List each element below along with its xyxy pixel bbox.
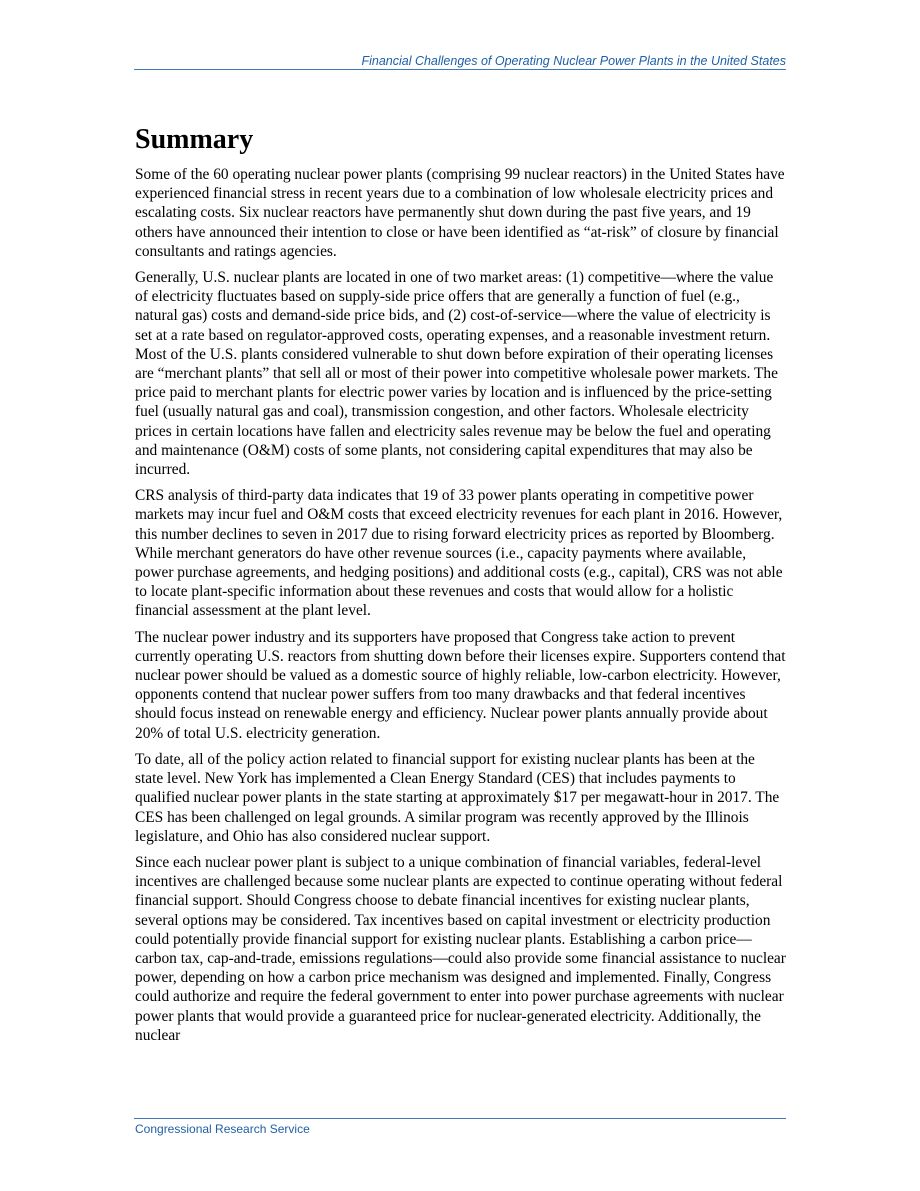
header-divider [134,69,786,70]
paragraph-2: Generally, U.S. nuclear plants are located in one of two market areas: (1) competitive—where the value of electricity fluctuates based on supply-side price offers that are generally a function of fuel (e.g., natural gas) costs and demand-side price bids, and (2) cost-of-service—where the value of electricity is set at a rate based on regulator-approved costs, operating expenses, and a reasonable investment return. Most of the U.S. plants considered vulnerable to shut down before expiration of their operating licenses are “merchant plants” that sell all or most of their power into competitive wholesale power markets. The price paid to merchant plants for electric power varies by location and is influenced by the price-setting fuel (usually natural gas and coal), transmission congestion, and other factors. Wholesale electricity prices in certain locations have fallen and electricity sales revenue may be below the fuel and operating and maintenance (O&M) costs of some plants, not considering capital expenditures that may also be incurred. [135,269,778,479]
footer-divider [134,1118,786,1119]
paragraph-4: The nuclear power industry and its supporters have proposed that Congress take action to prevent currently operating U.S. reactors from shutting down before their licenses expire. Supporters contend that nuclear power should be valued as a domestic source of highly reliable, low-carbon electricity. However, opponents contend that nuclear power suffers from too many drawbacks and that federal incentives should focus instead on renewable energy and efficiency. Nuclear power plants annually provide about 20% of total U.S. electricity generation. [135,628,786,742]
running-header: Financial Challenges of Operating Nuclear Power Plants in the United States [361,54,786,68]
paragraph-5: To date, all of the policy action related to financial support for existing nuclear plants has been at the state level. New York has implemented a Clean Energy Standard (CES) that includes payments to qualified nuclear power plants in the state starting at approximately $17 per megawatt-hour in 2017. The CES has been challenged on legal grounds. A similar program was recently approved by the Illinois legislature, and Ohio has also considered nuclear support. [135,750,780,845]
paragraph-3: CRS analysis of third-party data indicates that 19 of 33 power plants operating in competitive power markets may incur fuel and O&M costs that exceed electricity revenues for each plant in 2016. However, this number declines to seven in 2017 due to rising forward electricity prices as reported by Bloomberg. While merchant generators do have other revenue sources (i.e., capacity payments where available, power purchase agreements, and hedging positions) and additional costs (e.g., capital), CRS was not able to locate plant-specific information about these revenues and costs that would allow for a holistic financial assessment at the plant level. [135,487,783,620]
paragraph-6: Since each nuclear power plant is subject to a unique combination of financial variables, federal-level incentives are challenged because some nuclear plants are expected to continue operating without federal financial support. Should Congress choose to debate financial incentives for existing nuclear plants, several options may be considered. Tax incentives based on capital investment or electricity production could potentially provide financial support for existing nuclear plants. Establishing a carbon price—carbon tax, cap-and-trade, emissions regulations—could also provide some financial assistance to nuclear power, depending on how a carbon price mechanism was designed and implemented. Finally, Congress could authorize and require the federal government to enter into power purchase agreements with nuclear power plants that would provide a guaranteed price for nuclear-generated electricity. Additionally, the nuclear [135,853,786,1044]
section-heading: Summary [135,124,254,155]
footer-source: Congressional Research Service [135,1122,310,1136]
summary-body [135,165,786,1052]
paragraph-1: Some of the 60 operating nuclear power plants (comprising 99 nuclear reactors) in the United States have experienced financial stress in recent years due to a combination of low wholesale electricity prices and escalating costs. Six nuclear reactors have permanently shut down during the past five years, and 19 others have announced their intention to close or have been identified as “at-risk” of closure by financial consultants and ratings agencies. [135,166,785,260]
